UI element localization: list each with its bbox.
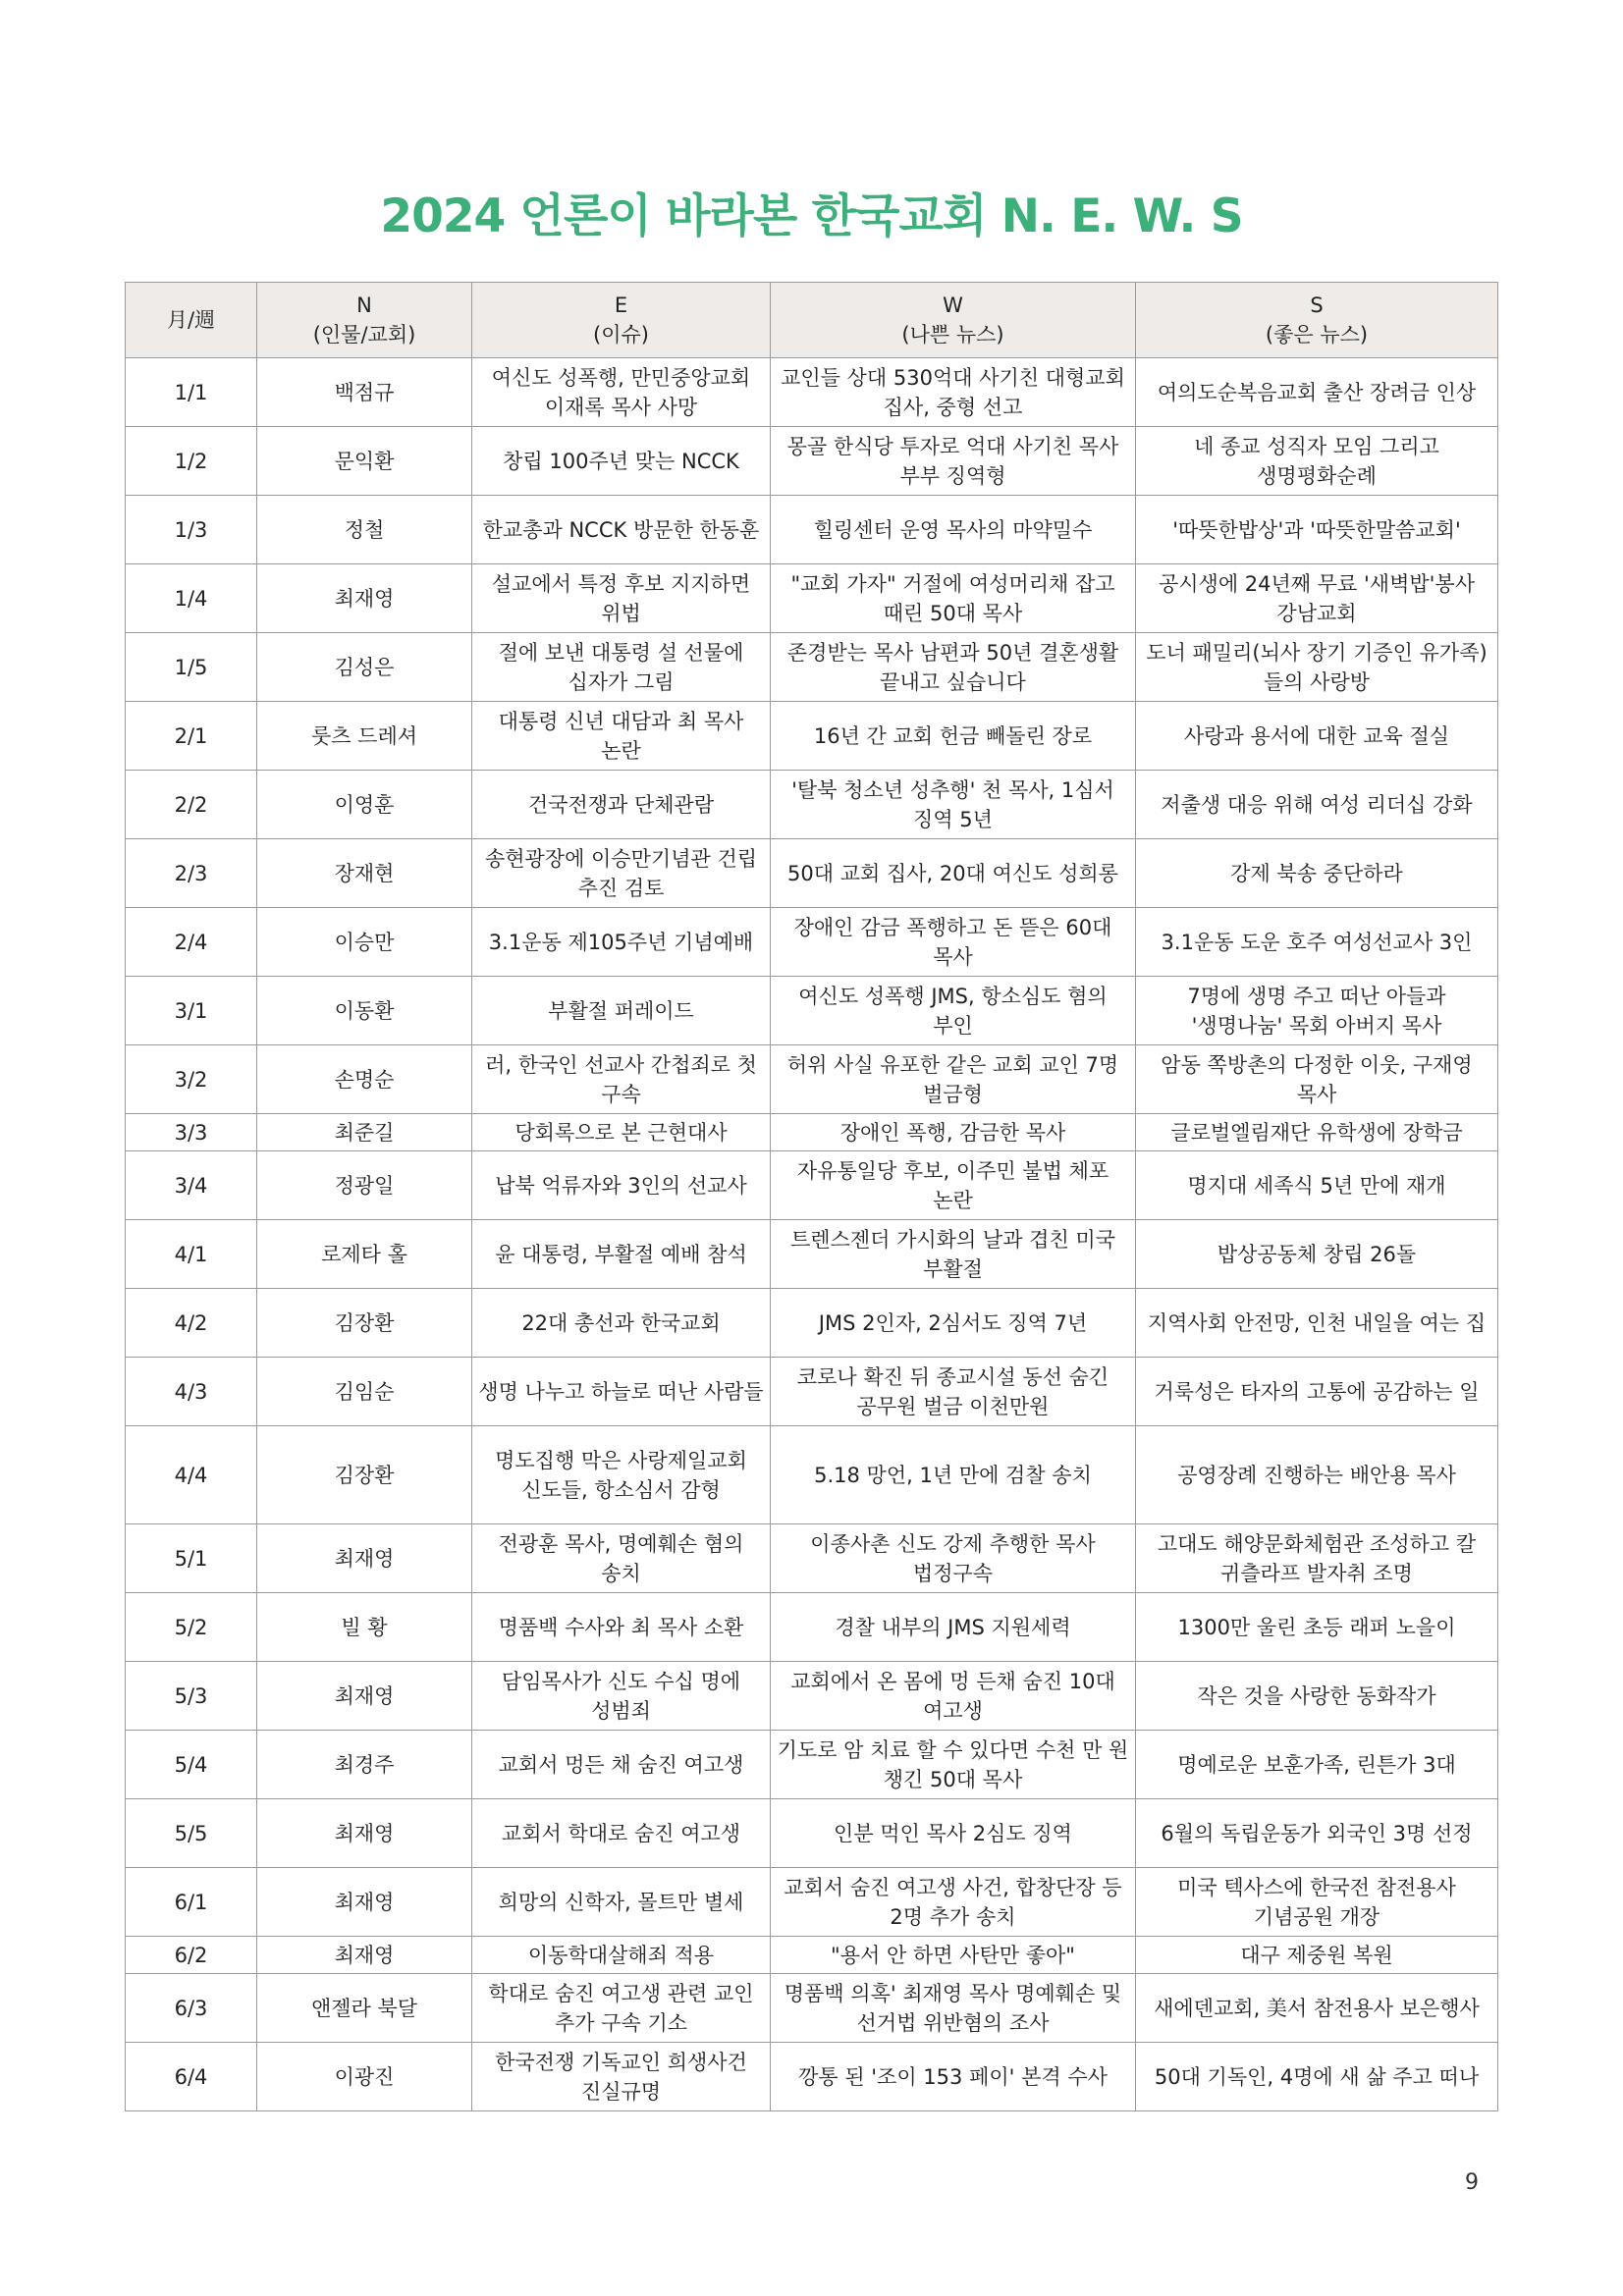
- cell-issue: 이동학대살해죄 적용: [472, 1937, 771, 1974]
- header-sublabel: (인물/교회): [312, 323, 416, 347]
- cell-bad-news: 교회에서 온 몸에 멍 든채 숨진 10대 여고생: [771, 1662, 1136, 1731]
- cell-good-news: 저출생 대응 위해 여성 리더십 강화: [1136, 771, 1498, 839]
- cell-person: 이승만: [257, 908, 472, 977]
- header-week: [126, 283, 257, 358]
- cell-person: 이광진: [257, 2043, 472, 2111]
- cell-good-news: 암동 쪽방촌의 다정한 이웃, 구재영 목사: [1136, 1045, 1498, 1114]
- cell-week: 3/3: [126, 1114, 257, 1151]
- cell-bad-news: 자유통일당 후보, 이주민 불법 체포 논란: [771, 1151, 1136, 1220]
- cell-bad-news: 몽골 한식당 투자로 억대 사기친 목사 부부 징역형: [771, 427, 1136, 496]
- table-row: [126, 1220, 1498, 1289]
- cell-issue: 한교총과 NCCK 방문한 한동훈: [472, 496, 771, 564]
- table-row: [126, 358, 1498, 427]
- cell-week: 2/3: [126, 839, 257, 908]
- cell-bad-news: 존경받는 목사 남편과 50년 결혼생활 끝내고 싶습니다: [771, 633, 1136, 702]
- table-row: [126, 1593, 1498, 1662]
- cell-bad-news: 50대 교회 집사, 20대 여신도 성희롱: [771, 839, 1136, 908]
- cell-week: 1/2: [126, 427, 257, 496]
- cell-issue: 명품백 수사와 최 목사 소환: [472, 1593, 771, 1662]
- cell-week: 2/4: [126, 908, 257, 977]
- cell-person: 손명순: [257, 1045, 472, 1114]
- table-row: [126, 1937, 1498, 1974]
- header-n: [257, 283, 472, 358]
- table-row: [126, 1426, 1498, 1524]
- cell-good-news: 명지대 세족식 5년 만에 재개: [1136, 1151, 1498, 1220]
- header-sublabel: (나쁜 뉴스): [901, 323, 1004, 347]
- cell-bad-news: "교회 가자" 거절에 여성머리채 잡고 때린 50대 목사: [771, 564, 1136, 633]
- cell-bad-news: 트렌스젠더 가시화의 날과 겹친 미국 부활절: [771, 1220, 1136, 1289]
- cell-week: 3/1: [126, 977, 257, 1045]
- table-row: [126, 1731, 1498, 1799]
- cell-issue: 명도집행 막은 사랑제일교회 신도들, 항소심서 감형: [472, 1426, 771, 1524]
- cell-week: 5/2: [126, 1593, 257, 1662]
- cell-person: 최재영: [257, 1524, 472, 1593]
- news-table: [125, 282, 1498, 2111]
- cell-week: 3/2: [126, 1045, 257, 1114]
- cell-person: 이영훈: [257, 771, 472, 839]
- cell-good-news: 사랑과 용서에 대한 교육 절실: [1136, 702, 1498, 771]
- cell-person: 백점규: [257, 358, 472, 427]
- cell-person: 빌 황: [257, 1593, 472, 1662]
- cell-issue: 희망의 신학자, 몰트만 별세: [472, 1868, 771, 1937]
- cell-issue: 설교에서 특정 후보 지지하면 위법: [472, 564, 771, 633]
- cell-issue: 22대 총선과 한국교회: [472, 1289, 771, 1358]
- cell-bad-news: 인분 먹인 목사 2심도 징역: [771, 1799, 1136, 1868]
- table-row: [126, 564, 1498, 633]
- cell-week: 5/1: [126, 1524, 257, 1593]
- cell-week: 1/1: [126, 358, 257, 427]
- cell-good-news: '따뜻한밥상'과 '따뜻한말씀교회': [1136, 496, 1498, 564]
- table-row: [126, 839, 1498, 908]
- cell-bad-news: 경찰 내부의 JMS 지원세력: [771, 1593, 1136, 1662]
- header-label: W: [943, 294, 963, 317]
- cell-person: 정철: [257, 496, 472, 564]
- cell-good-news: 명예로운 보훈가족, 린튼가 3대: [1136, 1731, 1498, 1799]
- cell-week: 4/2: [126, 1289, 257, 1358]
- cell-issue: 교회서 학대로 숨진 여고생: [472, 1799, 771, 1868]
- cell-week: 2/1: [126, 702, 257, 771]
- cell-week: 5/3: [126, 1662, 257, 1731]
- header-label: E: [614, 294, 628, 317]
- cell-person: 김장환: [257, 1289, 472, 1358]
- cell-bad-news: 깡통 된 '조이 153 페이' 본격 수사: [771, 2043, 1136, 2111]
- cell-bad-news: "용서 안 하면 사탄만 좋아": [771, 1937, 1136, 1974]
- cell-issue: 납북 억류자와 3인의 선교사: [472, 1151, 771, 1220]
- table-row: [126, 1151, 1498, 1220]
- header-e: [472, 283, 771, 358]
- table-row: [126, 427, 1498, 496]
- cell-bad-news: 허위 사실 유포한 같은 교회 교인 7명 벌금형: [771, 1045, 1136, 1114]
- cell-week: 5/4: [126, 1731, 257, 1799]
- cell-week: 2/2: [126, 771, 257, 839]
- cell-person: 로제타 홀: [257, 1220, 472, 1289]
- cell-person: 이동환: [257, 977, 472, 1045]
- cell-week: 1/5: [126, 633, 257, 702]
- cell-issue: 한국전쟁 기독교인 희생사건 진실규명: [472, 2043, 771, 2111]
- cell-good-news: 도너 패밀리(뇌사 장기 기증인 유가족)들의 사랑방: [1136, 633, 1498, 702]
- cell-bad-news: 여신도 성폭행 JMS, 항소심도 혐의 부인: [771, 977, 1136, 1045]
- table-row: [126, 1289, 1498, 1358]
- cell-person: 최재영: [257, 564, 472, 633]
- cell-good-news: 공시생에 24년째 무료 '새벽밥'봉사 강남교회: [1136, 564, 1498, 633]
- page-number: 9: [1465, 2170, 1479, 2195]
- cell-issue: 송현광장에 이승만기념관 건립 추진 검토: [472, 839, 771, 908]
- cell-bad-news: 5.18 망언, 1년 만에 검찰 송치: [771, 1426, 1136, 1524]
- cell-week: 5/5: [126, 1799, 257, 1868]
- table-row: [126, 496, 1498, 564]
- cell-person: 김성은: [257, 633, 472, 702]
- cell-week: 1/3: [126, 496, 257, 564]
- cell-issue: 담임목사가 신도 수십 명에 성범죄: [472, 1662, 771, 1731]
- table-row: [126, 633, 1498, 702]
- cell-good-news: 새에덴교회, 美서 참전용사 보은행사: [1136, 1974, 1498, 2043]
- cell-week: 3/4: [126, 1151, 257, 1220]
- cell-good-news: 6월의 독립운동가 외국인 3명 선정: [1136, 1799, 1498, 1868]
- cell-person: 김장환: [257, 1426, 472, 1524]
- header-s: [1136, 283, 1498, 358]
- cell-person: 최재영: [257, 1937, 472, 1974]
- cell-good-news: 50대 기독인, 4명에 새 삶 주고 떠나: [1136, 2043, 1498, 2111]
- table-header: [126, 283, 1498, 358]
- cell-good-news: 글로벌엘림재단 유학생에 장학금: [1136, 1114, 1498, 1151]
- cell-bad-news: 장애인 폭행, 감금한 목사: [771, 1114, 1136, 1151]
- cell-good-news: 미국 텍사스에 한국전 참전용사 기념공원 개장: [1136, 1868, 1498, 1937]
- cell-issue: 부활절 퍼레이드: [472, 977, 771, 1045]
- cell-good-news: 작은 것을 사랑한 동화작가: [1136, 1662, 1498, 1731]
- cell-bad-news: JMS 2인자, 2심서도 징역 7년: [771, 1289, 1136, 1358]
- cell-person: 정광일: [257, 1151, 472, 1220]
- table-body: [126, 358, 1498, 2111]
- cell-bad-news: 교인들 상대 530억대 사기친 대형교회 집사, 중형 선고: [771, 358, 1136, 427]
- cell-person: 최재영: [257, 1868, 472, 1937]
- header-sublabel: (좋은 뉴스): [1265, 323, 1369, 347]
- cell-good-news: 여의도순복음교회 출산 장려금 인상: [1136, 358, 1498, 427]
- cell-week: 4/1: [126, 1220, 257, 1289]
- cell-bad-news: 코로나 확진 뒤 종교시설 동선 숨긴 공무원 벌금 이천만원: [771, 1358, 1136, 1426]
- table-row: [126, 1799, 1498, 1868]
- table-row: [126, 908, 1498, 977]
- cell-issue: 전광훈 목사, 명예훼손 혐의 송치: [472, 1524, 771, 1593]
- cell-issue: 대통령 신년 대담과 최 목사 논란: [472, 702, 771, 771]
- cell-issue: 건국전쟁과 단체관람: [472, 771, 771, 839]
- cell-person: 김임순: [257, 1358, 472, 1426]
- cell-week: 6/2: [126, 1937, 257, 1974]
- cell-good-news: 거룩성은 타자의 고통에 공감하는 일: [1136, 1358, 1498, 1426]
- header-label: N: [356, 294, 372, 317]
- cell-good-news: 1300만 울린 초등 래퍼 노을이: [1136, 1593, 1498, 1662]
- table-row: [126, 1045, 1498, 1114]
- cell-issue: 윤 대통령, 부활절 예배 참석: [472, 1220, 771, 1289]
- cell-person: 룻츠 드레셔: [257, 702, 472, 771]
- table-row: [126, 1114, 1498, 1151]
- cell-issue: 여신도 성폭행, 만민중앙교회 이재록 목사 사망: [472, 358, 771, 427]
- cell-good-news: 고대도 해양문화체험관 조성하고 칼 귀츨라프 발자취 조명: [1136, 1524, 1498, 1593]
- cell-issue: 창립 100주년 맞는 NCCK: [472, 427, 771, 496]
- table-row: [126, 771, 1498, 839]
- cell-bad-news: 명품백 의혹' 최재영 목사 명예훼손 및 선거법 위반혐의 조사: [771, 1974, 1136, 2043]
- header-label: S: [1310, 294, 1324, 317]
- cell-good-news: 강제 북송 중단하라: [1136, 839, 1498, 908]
- cell-week: 6/3: [126, 1974, 257, 2043]
- cell-person: 최재영: [257, 1662, 472, 1731]
- cell-issue: 생명 나누고 하늘로 떠난 사람들: [472, 1358, 771, 1426]
- cell-issue: 교회서 멍든 채 숨진 여고생: [472, 1731, 771, 1799]
- cell-person: 문익환: [257, 427, 472, 496]
- cell-bad-news: 기도로 암 치료 할 수 있다면 수천 만 원 챙긴 50대 목사: [771, 1731, 1136, 1799]
- header-sublabel: (이슈): [593, 323, 649, 347]
- cell-person: 최준길: [257, 1114, 472, 1151]
- cell-person: 최재영: [257, 1799, 472, 1868]
- cell-issue: 당회록으로 본 근현대사: [472, 1114, 771, 1151]
- cell-bad-news: 이종사촌 신도 강제 추행한 목사 법정구속: [771, 1524, 1136, 1593]
- cell-good-news: 네 종교 성직자 모임 그리고 생명평화순례: [1136, 427, 1498, 496]
- cell-issue: 러, 한국인 선교사 간첩죄로 첫 구속: [472, 1045, 771, 1114]
- table-row: [126, 1974, 1498, 2043]
- table-row: [126, 1524, 1498, 1593]
- cell-week: 6/4: [126, 2043, 257, 2111]
- header-w: [771, 283, 1136, 358]
- cell-issue: 3.1운동 제105주년 기념예배: [472, 908, 771, 977]
- cell-person: 장재현: [257, 839, 472, 908]
- cell-good-news: 공영장례 진행하는 배안용 목사: [1136, 1426, 1498, 1524]
- cell-issue: 절에 보낸 대통령 설 선물에 십자가 그림: [472, 633, 771, 702]
- cell-week: 4/3: [126, 1358, 257, 1426]
- cell-person: 최경주: [257, 1731, 472, 1799]
- cell-good-news: 대구 제중원 복원: [1136, 1937, 1498, 1974]
- table-row: [126, 702, 1498, 771]
- table-row: [126, 1358, 1498, 1426]
- cell-good-news: 7명에 생명 주고 떠난 아들과 '생명나눔' 목회 아버지 목사: [1136, 977, 1498, 1045]
- cell-bad-news: '탈북 청소년 성추행' 천 목사, 1심서 징역 5년: [771, 771, 1136, 839]
- table-row: [126, 2043, 1498, 2111]
- cell-week: 4/4: [126, 1426, 257, 1524]
- cell-issue: 학대로 숨진 여고생 관련 교인 추가 구속 기소: [472, 1974, 771, 2043]
- cell-bad-news: 장애인 감금 폭행하고 돈 뜯은 60대 목사: [771, 908, 1136, 977]
- cell-good-news: 지역사회 안전망, 인천 내일을 여는 집: [1136, 1289, 1498, 1358]
- table-row: [126, 1662, 1498, 1731]
- cell-week: 1/4: [126, 564, 257, 633]
- cell-good-news: 3.1운동 도운 호주 여성선교사 3인: [1136, 908, 1498, 977]
- page-title: 2024 언론이 바라본 한국교회 N. E. W. S: [380, 189, 1243, 243]
- cell-week: 6/1: [126, 1868, 257, 1937]
- cell-bad-news: 힐링센터 운영 목사의 마약밀수: [771, 496, 1136, 564]
- header-label: 月/週: [166, 308, 216, 332]
- cell-person: 앤젤라 북달: [257, 1974, 472, 2043]
- cell-bad-news: 교회서 숨진 여고생 사건, 합창단장 등 2명 추가 송치: [771, 1868, 1136, 1937]
- cell-good-news: 밥상공동체 창립 26돌: [1136, 1220, 1498, 1289]
- table-row: [126, 977, 1498, 1045]
- table-row: [126, 1868, 1498, 1937]
- cell-bad-news: 16년 간 교회 헌금 빼돌린 장로: [771, 702, 1136, 771]
